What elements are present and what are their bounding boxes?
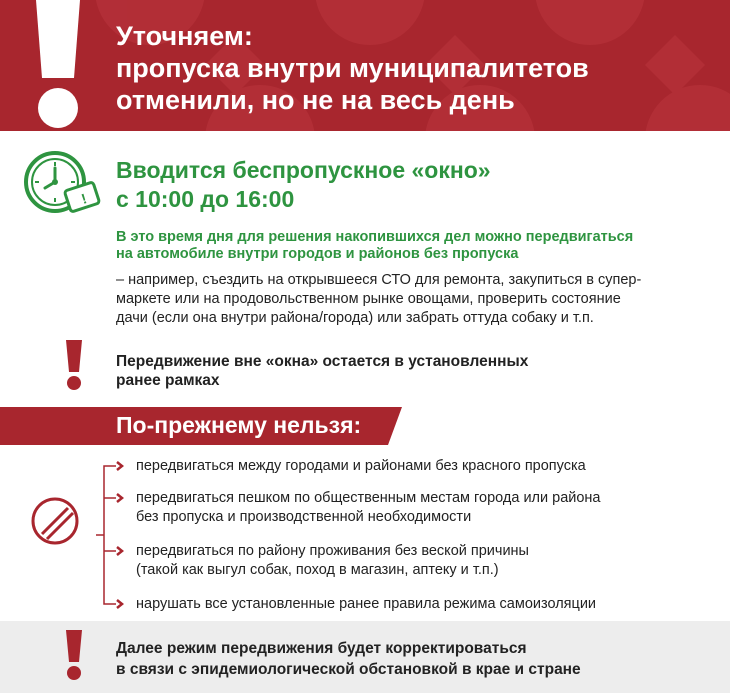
outside-note-line: Передвижение вне «окна» остается в установленных	[116, 353, 529, 370]
window-subtitle	[116, 229, 716, 263]
footer-note-line: в связи с эпидемиологической обстановкой в крае и стране	[116, 661, 581, 678]
window-subtitle-line: на автомобиле внутри городов и районов без пропуска	[116, 246, 519, 262]
window-body-line: – например, съездить на открывшееся СТО для ремонта, закупиться в супер-	[116, 272, 642, 288]
window-title-line: Вводится беспропускное «окно»	[116, 157, 491, 183]
forbidden-item	[136, 595, 706, 614]
header-title-line: Уточняем:	[116, 21, 253, 51]
forbidden-item-line: (такой как выгул собак, поход в магазин, аптеку и т.п.)	[136, 562, 499, 578]
svg-text:!: !	[79, 190, 89, 207]
header-title-line: пропуска внутри муниципалитетов	[116, 53, 589, 83]
exclamation-icon	[64, 340, 84, 390]
forbidden-title: По-прежнему нельзя:	[116, 412, 362, 438]
outside-note-line: ранее рамках	[116, 372, 220, 389]
clock-icon	[23, 150, 101, 214]
forbidden-item	[136, 489, 706, 527]
footer-note-line: Далее режим передвижения будет корректироваться	[116, 640, 527, 657]
header-title	[116, 20, 589, 116]
exclamation-icon	[64, 630, 84, 680]
header-title-line: отменили, но не на весь день	[116, 85, 515, 115]
forbidden-item-line: без пропуска и производственной необходимости	[136, 509, 472, 525]
list-bracket	[96, 460, 126, 610]
exclamation-icon	[32, 0, 84, 131]
forbidden-item	[136, 457, 706, 476]
window-body	[116, 271, 716, 328]
no-entry-icon	[30, 496, 80, 546]
forbidden-item-line: передвигаться между городами и районами без красного пропуска	[136, 458, 586, 474]
window-title	[116, 156, 491, 214]
window-title-line: с 10:00 до 16:00	[116, 186, 295, 212]
header-banner	[0, 0, 730, 131]
window-body-line: маркете или на продовольственном рынке овощами, проверить состояние	[116, 291, 621, 307]
forbidden-item	[136, 542, 706, 580]
forbidden-item-line: передвигаться по району проживания без веской причины	[136, 543, 529, 559]
forbidden-item-line: нарушать все установленные ранее правила режима самоизоляции	[136, 596, 597, 612]
window-body-line: дачи (если она внутри района/города) или забрать оттуда собаку и т.п.	[116, 310, 594, 326]
forbidden-item-line: передвигаться пешком по общественным местам города или района	[136, 490, 601, 506]
footer-note	[116, 638, 716, 680]
outside-window-note	[116, 352, 676, 390]
window-subtitle-line: В это время дня для решения накопившихся дел можно передвигаться	[116, 229, 634, 245]
